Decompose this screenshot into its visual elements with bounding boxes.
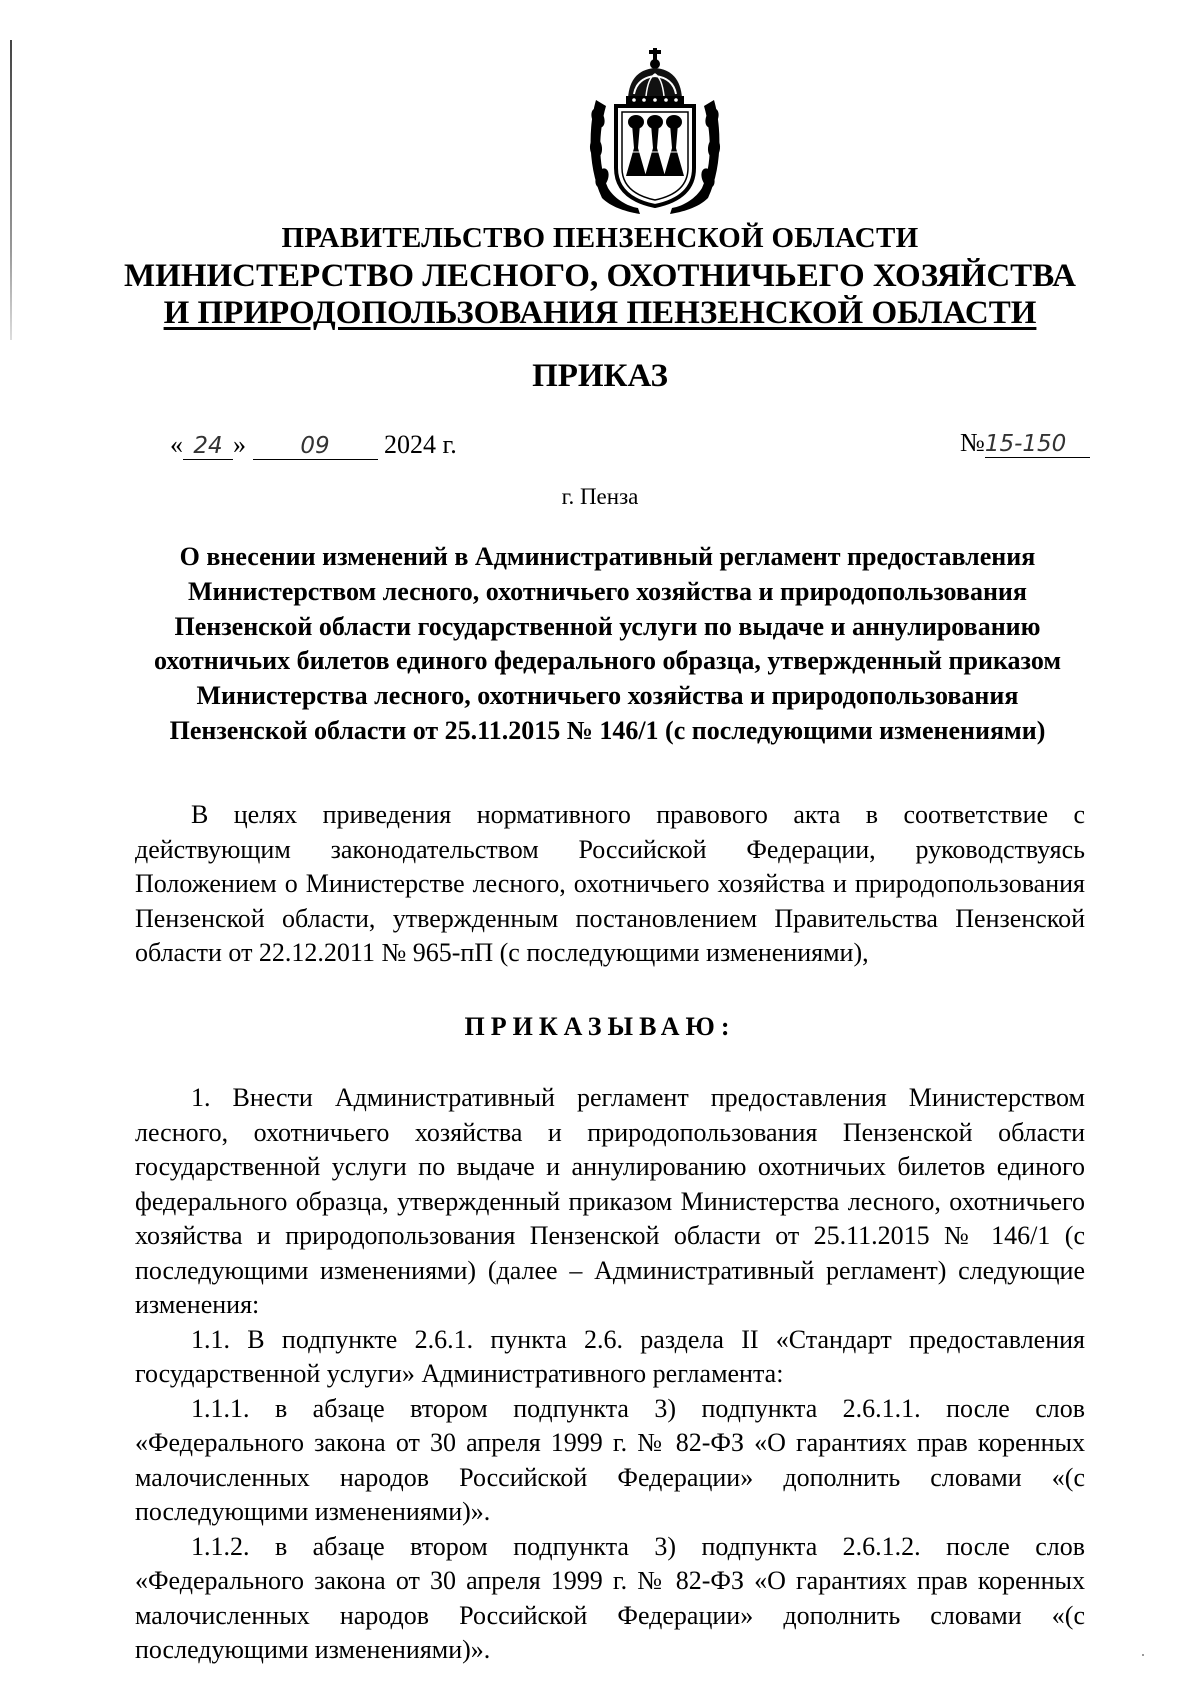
header-ministry-line2: И ПРИРОДОПОЛЬЗОВАНИЯ ПЕНЗЕНСКОЙ ОБЛАСТИ xyxy=(163,295,1037,331)
preamble-block xyxy=(135,798,1085,971)
scan-speck xyxy=(1142,1654,1144,1656)
date-month: 09 xyxy=(253,433,378,460)
paragraph-1: 1. Внести Административный регламент предоставления Министерством лесного, охотничьего хозяйства и природопользования Пензенской области государственной услуги по выдаче и аннулированию охотничьих билетов единого федерального образца, утвержденный приказом Министерства лесного, охотничьего хозяйства и природопользования Пензенской области от 25.11.2015 № 146/1 (с последующими изменениями) (далее – Административный регламент) следующие изменения: xyxy=(135,1083,1085,1319)
document-number xyxy=(960,428,1090,458)
number-value: 15-150 xyxy=(985,431,1090,458)
crown-icon xyxy=(626,48,684,104)
document-date xyxy=(170,430,457,460)
order-directive-heading: ПРИКАЗЫВАЮ: xyxy=(464,1012,736,1041)
paragraph-1-1: 1.1. В подпункте 2.6.1. пункта 2.6. раздела II «Стандарт предоставления государственной услуги» Административного регламента: xyxy=(135,1324,1085,1388)
document-type-title: ПРИКАЗ xyxy=(532,358,668,394)
date-close-quote: » xyxy=(233,430,246,459)
paragraph-1-1-1: 1.1.1. в абзаце втором подпункта 3) подпункта 2.6.1.1. после слов «Федерального закона от 30 апреля 1999 г. № 82-ФЗ «О гарантиях прав коренных малочисленных народов Российской Федерации» дополнить словами «(с последующими изменениями)». xyxy=(135,1393,1085,1526)
date-day: 24 xyxy=(183,433,233,460)
shield-icon xyxy=(616,106,694,206)
paragraph-1-1-2: 1.1.2. в абзаце втором подпункта 3) подпункта 2.6.1.2. после слов «Федерального закона от 30 апреля 1999 г. № 82-ФЗ «О гарантиях прав коренных малочисленных народов Российской Федерации» дополнить словами «(с последующими изменениями)». xyxy=(135,1531,1085,1664)
coat-of-arms-emblem xyxy=(588,48,722,214)
preamble-paragraph: В целях приведения нормативного правового акта в соответствие с действующим законодательством Российской Федерации, руководствуясь Положением о Министерстве лесного, охотничьего хозяйства и природопользования Пензенской области, утвержденным постановлением Правительства Пензенской области от 22.12.2011 № 965-пП (с последующими изменениями), xyxy=(135,800,1085,967)
date-year: 2024 г. xyxy=(384,430,457,459)
document-city: г. Пенза xyxy=(561,484,639,509)
date-open-quote: « xyxy=(170,430,183,459)
header-ministry-line1: МИНИСТЕРСТВО ЛЕСНОГО, ОХОТНИЧЬЕГО ХОЗЯЙСТВА xyxy=(124,258,1076,294)
order-body xyxy=(135,1081,1085,1668)
number-label: № xyxy=(960,428,985,457)
header-government: ПРАВИТЕЛЬСТВО ПЕНЗЕНСКОЙ ОБЛАСТИ xyxy=(281,222,919,254)
document-subject: О внесении изменений в Административный регламент предоставления Министерством лесного, охотничьего хозяйства и природопользования Пензенской области государственной услуги по выдаче и аннулированию охотничьих билетов единого федерального образца, утвержденный приказом Министерства лесного, охотничьего хозяйства и природопользования Пензенской области от 25.11.2015 № 146/1 (с последующими изменениями) xyxy=(153,542,1062,745)
